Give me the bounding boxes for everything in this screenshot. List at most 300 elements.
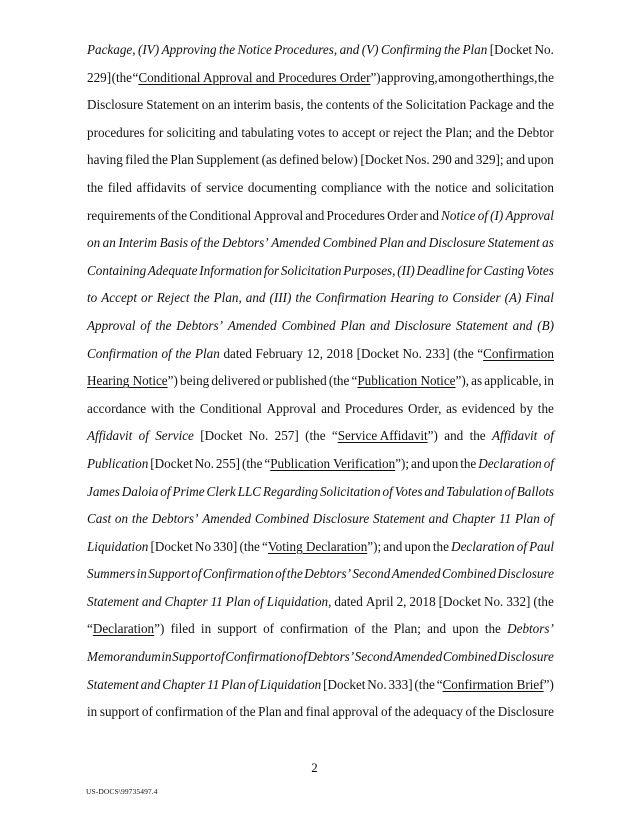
word [383,533,402,561]
word [195,340,220,368]
word [225,643,296,671]
word [87,615,164,643]
word-part: Chapter [162,676,206,692]
word-part: (V) [361,42,379,57]
word [191,229,201,257]
word-part: the [425,124,442,140]
word-part: the [175,345,192,361]
word-part: of [382,483,393,499]
word-part: the [179,400,196,416]
word-part: and [419,207,439,223]
word [281,257,342,285]
word-part: basis, [274,97,304,113]
word-part: the [219,42,236,57]
word-part: No. [367,676,387,692]
text-line [87,146,554,174]
word-part: Confirmation [202,566,274,582]
word-part: Supplement [196,152,260,168]
word [282,312,336,340]
word-part: ”) [427,428,438,444]
word-part: James [87,483,120,499]
word-part: No. [483,593,504,609]
word [529,533,554,561]
word [433,533,449,561]
word [442,560,496,588]
word-part: dated [223,345,252,361]
text-line [87,367,554,395]
word-part: and [515,97,535,113]
word-part: for [148,124,164,140]
word [424,478,444,506]
word-part: 255] [215,455,241,471]
word [307,643,354,671]
word-part: filed [170,621,195,637]
word-part: the [469,428,486,444]
word-part: Statement [87,676,139,692]
word [241,119,294,147]
word-part: Consider [452,290,501,306]
word-part: 233] [425,345,450,361]
word-part: ”) [167,373,178,389]
word [506,146,525,174]
word [345,395,403,423]
word [483,257,524,285]
word [87,505,111,533]
word-part: Tabulation [446,483,503,499]
word-part: Plan [340,317,366,333]
word [270,284,292,312]
word-part: Confirmation [87,345,158,361]
word [370,312,390,340]
word [313,505,369,533]
word-part: the [155,317,172,333]
word [140,312,150,340]
word [195,450,214,478]
word [226,698,237,726]
word-part: [Docket [150,538,193,554]
word-part: of [225,704,237,720]
word-part: tabulating [241,124,294,140]
text-line [87,229,554,257]
word [443,643,497,671]
word [420,202,439,230]
word-part: Votes [526,262,554,278]
word [328,119,338,147]
word [305,422,325,450]
word-part: 257] [274,428,299,444]
word-part: of [157,207,169,223]
word [248,671,258,699]
word [472,174,491,202]
word [506,588,530,616]
word-part: upon [527,152,554,168]
word [214,284,242,312]
word [452,505,495,533]
word [544,450,554,478]
word-part: (the [533,593,554,609]
word-part: (the [414,676,435,692]
word [307,91,323,119]
word [427,615,446,643]
word [393,643,442,671]
word-part: Approval [505,207,554,223]
word [446,395,457,423]
defined-term: Publication Verification [270,455,396,471]
word [383,478,393,506]
word [219,119,238,147]
word [87,284,97,312]
word-part: adequacy [413,704,463,720]
word-part: Procedures [326,207,385,223]
word [474,64,501,92]
word [544,505,554,533]
word [87,119,145,147]
word-part: Debtors’ [304,566,351,582]
word [452,284,500,312]
word-part: notice [435,179,468,195]
word [379,229,404,257]
word [533,588,553,616]
word-part: Votes [394,483,423,499]
word-part: the [286,566,303,582]
word-part: Purposes, [343,262,396,278]
word-part: Support [148,566,190,582]
word-part: Publication [87,455,149,471]
word-part: “ [264,455,271,471]
word [87,367,178,395]
word-part: (II) [397,262,415,278]
word [158,202,169,230]
word [87,64,111,92]
word [437,671,554,699]
word [148,119,163,147]
word [108,174,132,202]
word [284,698,303,726]
word [150,450,192,478]
word-part: for [263,262,280,278]
word-part: Plan; [445,124,473,140]
word [191,560,201,588]
word [435,174,467,202]
word-part: in [87,704,98,720]
word-part: ”); [395,455,410,471]
word-part: Confirming [380,42,442,57]
word-part: No. [248,428,269,444]
word [267,395,317,423]
word [260,671,321,699]
word-part: 229] [87,69,112,85]
word [228,312,277,340]
word-part: in [136,566,147,582]
word [411,450,430,478]
word-part: as [446,400,458,416]
word [321,395,340,423]
word [136,174,185,202]
word [199,257,262,285]
word [152,146,168,174]
word [466,257,481,285]
word [202,91,215,119]
text-line [87,119,554,147]
word-part: of [354,621,366,637]
word [479,698,495,726]
word-part: Amended [391,566,441,582]
text-line [87,450,554,478]
word [388,671,412,699]
word-part: Order [387,207,418,223]
text-line [87,312,554,340]
word-part: Regarding [263,483,319,499]
word-part: soliciting [166,124,216,140]
word-part: approving, [381,69,438,85]
word [87,146,123,174]
word-part: Interim [118,235,158,251]
text-line [87,588,554,616]
word-part: votes [297,124,325,140]
word-part: in [543,373,554,389]
text-line [87,671,554,699]
word [155,422,194,450]
word [327,202,385,230]
word [137,560,147,588]
word-part: of [263,621,275,637]
word [221,671,246,699]
defined-term: Confirmation Brief [442,676,544,692]
word [439,588,481,616]
word-part: upon [431,455,459,471]
word [262,533,381,561]
word [502,64,537,92]
word [362,36,379,64]
word-part: and [475,124,495,140]
word-part: affidavits [136,179,186,195]
word-part: ”); [367,538,382,554]
word-part: Accept [101,290,137,306]
word [326,91,370,119]
word-part: Paul [529,538,554,554]
word [484,588,503,616]
defined-term: Voting Declaration [267,538,368,554]
word-part: Plan [462,42,488,57]
word-part: of [247,676,259,692]
word [148,257,198,285]
word-part: Support [172,649,214,665]
defined-term: Declaration [92,621,155,637]
word [379,119,390,147]
word [404,533,430,561]
word-part: accordance [87,400,147,416]
word-part: Solicitation [319,483,381,499]
word-part: of [141,704,153,720]
word-part: applicable, [484,373,542,389]
word-part: to [438,290,449,306]
word [201,615,211,643]
word-part: and [141,593,162,609]
word-part: Debtors’ [507,621,554,637]
word [203,560,274,588]
word-part: Amended [271,235,321,251]
word-part: contents [325,97,370,113]
word [432,450,458,478]
word-part: Approval [266,400,317,416]
word [340,312,365,340]
word [222,229,269,257]
text-line [87,560,554,588]
word [403,340,422,368]
word [332,422,438,450]
word [367,671,386,699]
word-part: Plan; [393,621,421,637]
word [386,174,409,202]
word [327,340,353,368]
word [394,615,421,643]
word [176,312,223,340]
word-part: Combined [442,649,497,665]
word [162,36,217,64]
word [213,533,237,561]
word [246,284,266,312]
word [476,146,504,174]
word-part: defined [279,152,319,168]
word [538,64,554,92]
word [373,91,384,119]
word-part: Basis [159,235,189,251]
word [452,615,478,643]
word-part: the [170,207,188,223]
word-part: Combined [442,566,497,582]
word-part: the [479,704,496,720]
word [332,698,378,726]
word-part: Statement [455,317,508,333]
word-part: with [386,179,410,195]
word-part: of [543,455,554,471]
word [438,284,448,312]
word [161,643,171,671]
word-part: and [428,511,449,527]
word [267,588,332,616]
word-part: procedures [87,124,145,140]
word-part: the [537,69,554,85]
word-part: Combined [281,317,336,333]
word [87,560,135,588]
word [87,312,135,340]
word [387,202,418,230]
word-part: “ [351,373,358,389]
word-part: to [87,290,98,306]
word [132,505,148,533]
word [264,257,279,285]
word [171,202,187,230]
word [142,698,153,726]
word [395,698,411,726]
word [264,450,409,478]
text-line [87,174,554,202]
word [342,119,376,147]
word-part: Clerk [206,483,236,499]
word-part: dated [334,593,363,609]
word-part: Liquidation, [266,593,332,609]
word-part: Summers [87,566,136,582]
word-part: ”) [154,621,165,637]
word-part: final [305,704,330,720]
word [485,615,501,643]
word [238,478,261,506]
word [387,91,403,119]
word-part: Plan [195,345,220,361]
word [167,119,216,147]
word [263,615,274,643]
word-part: Disclosure [428,235,486,251]
text-line [87,533,554,561]
word [103,229,116,257]
word-part: (B) [537,317,554,333]
word-part: of [138,428,149,444]
word [87,229,100,257]
word-part: Debtors’ [221,235,269,251]
word-part: filed [107,179,132,195]
word [490,202,503,230]
word [466,698,477,726]
word [463,36,488,64]
word [152,505,199,533]
word [429,505,449,533]
word [407,229,427,257]
word-part: Disclosure [87,97,144,113]
word [426,119,442,147]
word-part: Nos. [405,152,430,168]
word [279,146,318,174]
text-line [87,202,554,230]
word [160,478,170,506]
word [343,257,395,285]
word [505,284,522,312]
word-part: for [466,262,482,278]
word-part: Statement [146,97,199,113]
word-part: Second [354,649,393,665]
word-part: confirmation [155,704,224,720]
word [287,560,303,588]
word-part: the [131,511,148,527]
word-part: of [160,483,171,499]
word-part: as [471,373,483,389]
word [462,395,515,423]
word-part: Information [199,262,263,278]
word-part: as [542,235,554,251]
word [507,615,554,643]
word [352,560,390,588]
word [445,119,472,147]
word [513,312,533,340]
text-line [87,36,554,64]
word-part: evidenced [461,400,516,416]
word [414,671,434,699]
word-part: 290 [432,152,452,168]
word-part: February [255,345,303,361]
word [189,202,251,230]
word-part: having [87,152,123,168]
word-part: on [87,235,101,251]
word [216,450,240,478]
word-part: Debtors’ [307,649,355,665]
word-part: with [150,400,175,416]
word-part: and [140,676,161,692]
word [441,202,475,230]
word [381,36,442,64]
word [87,36,136,64]
word [517,478,554,506]
word [397,257,415,285]
word-part: Adequate [147,262,198,278]
